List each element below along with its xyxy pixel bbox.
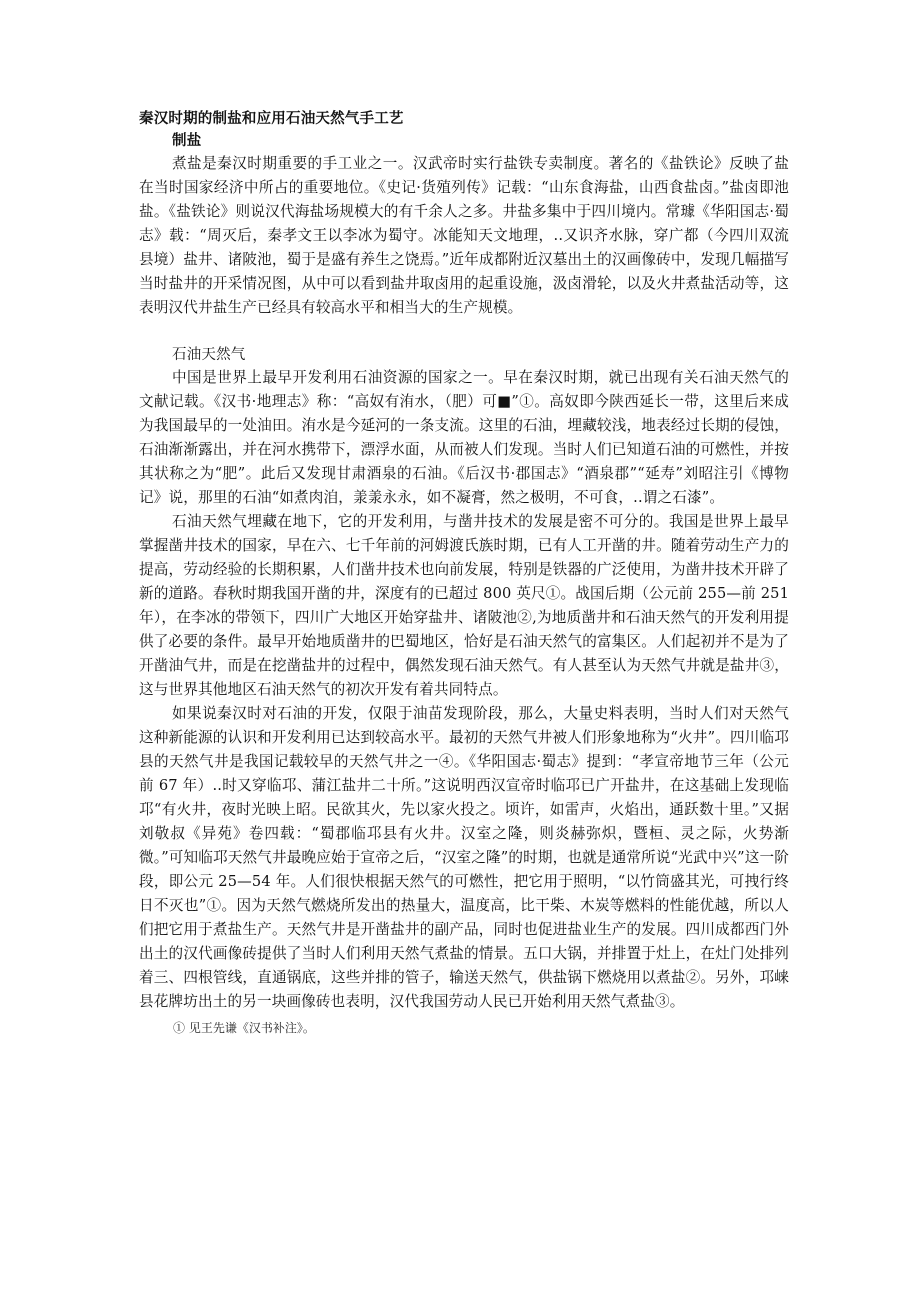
section-heading-oil-gas: 石油天然气 — [172, 347, 246, 363]
document-page — [139, 108, 789, 1038]
footnote: ① 见王先谦《汉书补注》。 — [173, 1021, 315, 1035]
paragraph-oil-gas-2: 石油天然气埋藏在地下，它的开发利用，与凿井技术的发展是密不可分的。我国是世界上最早掌握凿井技术的国家，早在六、七千年前的河姆渡氏族时期，已有人工开凿的井。随着劳动生产力的提高，劳动经验的长期积累，人们凿井技术也向前发展，特别是铁器的广泛使用，为凿井技术开辟了新的道路。春秋时期我国开凿的井，深度有的已超过 800 英尺①。战国后期（公元前 255—前 251 年），在李冰的带领下，四川广大地区开始穿盐井、诸陂池②,为地质凿井和石油天然气的开发利用提供了必要的条件。最早开始地质凿井的巴蜀地区，恰好是石油天然气的富集区。人们起初并不是为了开凿油气井，而是在挖凿盐井的过程中，偶然发现石油天然气。有人甚至认为天然气井就是盐井③，这与世界其他地区石油天然气的初次开发有着共同特点。 — [139, 513, 789, 698]
section-gap — [139, 320, 789, 344]
section-heading-salt: 制盐 — [172, 133, 202, 149]
paragraph-oil-gas-1: 中国是世界上最早开发利用石油资源的国家之一。早在秦汉时期，就已出现有关石油天然气的文献记载。《汉书·地理志》称：“高奴有洧水，（肥）可■”①。高奴即今陕西延长一带，这里后来成为我国最早的一处油田。洧水是今延河的一条支流。这里的石油，埋藏较浅，地表经过长期的侵蚀，石油渐渐露出，并在河水携带下，漂浮水面，从而被人们发现。当时人们已知道石油的可燃性，并按其状称之为“肥”。此后又发现甘肃酒泉的石油。《后汉书·郡国志》“酒泉郡”“延寿”刘昭注引《博物记》说，那里的石油“如煮肉洎，羕羕永永，如不凝膏，然之极明，不可食，..谓之石漆”。 — [139, 369, 789, 506]
document-title: 秦汉时期的制盐和应用石油天然气手工艺 — [139, 111, 404, 127]
paragraph-oil-gas-3: 如果说秦汉时对石油的开发，仅限于油苗发现阶段，那么，大量史料表明，当时人们对天然气这种新能源的认识和开发利用已达到较高水平。最初的天然气井被人们形象地称为“火井”。四川临邛县的天然气井是我国记载较早的天然气井之一④。《华阳国志·蜀志》提到：“孝宣帝地节三年（公元前 67 年）..时又穿临邛、蒲江盐井二十所。”这说明西汉宣帝时临邛已广开盐井，在这基础上发现临邛“有火井，夜时光映上昭。民欲其火，先以家火投之。顷许，如雷声，火焰出，通跃数十里。”又据刘敬叔《异苑》卷四载：“蜀郡临邛县有火井。汉室之隆，则炎赫弥炽，暨桓、灵之际，火势渐微。”可知临邛天然气井最晚应始于宣帝之后，“汉室之隆”的时期，也就是通常所说“光武中兴”这一阶段，即公元 25—54 年。人们很快根据天然气的可燃性，把它用于照明，“以竹筒盛其光，可拽行终日不灭也”①。因为天然气燃烧所发出的热量大，温度高，比干柴、木炭等燃料的性能优越，所以人们把它用于煮盐生产。天然气井是开凿盐井的副产品，同时也促进盐业生产的发展。四川成都西门外出土的汉代画像砖提供了当时人们利用天然气煮盐的情景。五口大锅，并排置于灶上，在灶门处排列着三、四根管线，直通锅底，这些并排的管子，输送天然气，供盐锅下燃烧用以煮盐②。另外，邛崃县花牌坊出土的另一块画像砖也表明，汉代我国劳动人民已开始利用天然气煮盐③。 — [139, 705, 789, 1010]
paragraph-salt-1: 煮盐是秦汉时期重要的手工业之一。汉武帝时实行盐铁专卖制度。著名的《盐铁论》反映了盐在当时国家经济中所占的重要地位。《史记·货殖列传》记载：“山东食海盐，山西食盐卤。”盐卤即池盐。《盐铁论》则说汉代海盐场规模大的有千余人之多。井盐多集中于四川境内。常璩《华阳国志·蜀志》载：“周灭后，秦孝文王以李冰为蜀守。冰能知天文地理，..又识齐水脉，穿广都（今四川双流县境）盐井、诸陂池，蜀于是盛有养生之饶焉。”近年成都附近汉墓出土的汉画像砖中，发现几幅描写当时盐井的开采情况图，从中可以看到盐井取卤用的起重设施，汲卤滑轮，以及火井煮盐活动等，这表明汉代井盐生产已经具有较高水平和相当大的生产规模。 — [139, 155, 789, 316]
